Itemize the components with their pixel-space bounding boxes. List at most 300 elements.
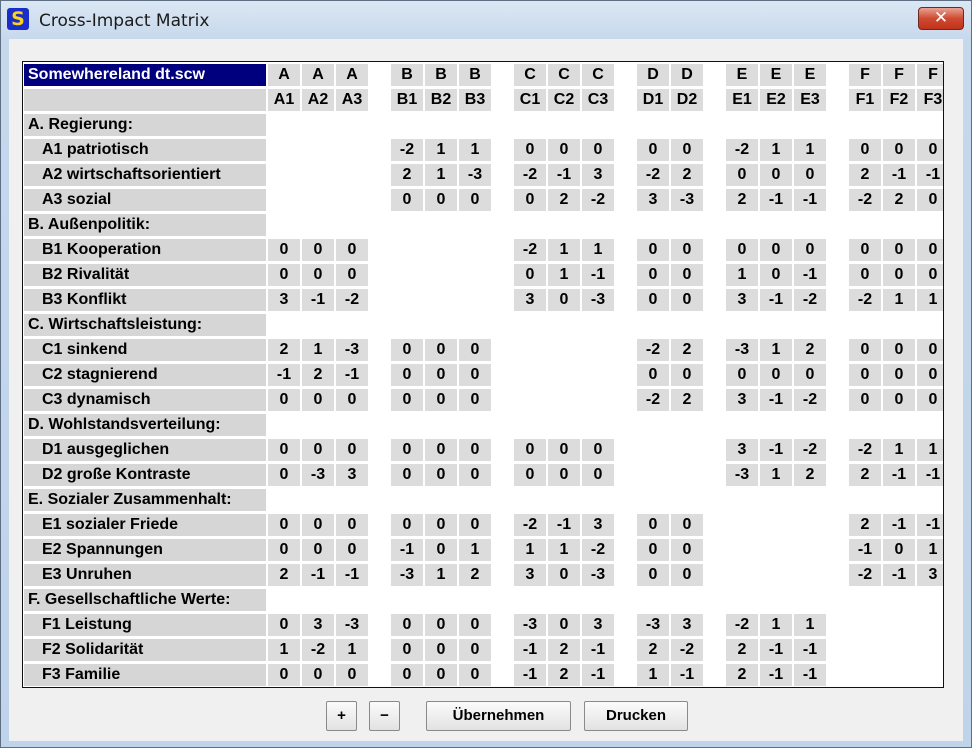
impact-cell[interactable]: 1: [582, 239, 614, 261]
impact-cell[interactable]: 0: [391, 514, 423, 536]
impact-cell[interactable]: 0: [794, 164, 826, 186]
impact-cell[interactable]: -2: [336, 289, 368, 311]
impact-cell[interactable]: 0: [268, 239, 300, 261]
impact-cell[interactable]: 3: [671, 614, 703, 636]
impact-cell[interactable]: -2: [637, 339, 669, 361]
impact-cell[interactable]: -1: [302, 289, 334, 311]
impact-cell[interactable]: 0: [637, 264, 669, 286]
impact-cell[interactable]: 3: [582, 514, 614, 536]
impact-cell[interactable]: -3: [391, 564, 423, 586]
impact-cell[interactable]: -1: [760, 189, 792, 211]
column-group-header: E: [726, 64, 758, 86]
impact-cell[interactable]: 0: [883, 339, 915, 361]
header-label-strip: [24, 89, 266, 111]
impact-cell[interactable]: 0: [268, 439, 300, 461]
impact-cell[interactable]: 2: [671, 339, 703, 361]
impact-cell[interactable]: 0: [883, 239, 915, 261]
impact-cell[interactable]: 0: [849, 339, 881, 361]
impact-cell[interactable]: 0: [917, 339, 944, 361]
column-header: E3: [794, 89, 826, 111]
impact-cell[interactable]: 3: [726, 439, 758, 461]
impact-cell[interactable]: 1: [336, 639, 368, 661]
impact-cell[interactable]: 0: [459, 464, 491, 486]
client-area: [9, 39, 963, 741]
impact-cell[interactable]: -2: [637, 389, 669, 411]
impact-cell[interactable]: 1: [917, 539, 944, 561]
impact-cell[interactable]: 2: [302, 364, 334, 386]
impact-cell[interactable]: 2: [726, 664, 758, 686]
impact-cell[interactable]: -3: [726, 464, 758, 486]
row-label: C2 stagnierend: [24, 364, 266, 386]
impact-cell[interactable]: -1: [794, 664, 826, 686]
group-label: C. Wirtschaftsleistung:: [24, 314, 266, 336]
column-group-header: C: [582, 64, 614, 86]
impact-cell[interactable]: 3: [582, 164, 614, 186]
impact-cell[interactable]: -2: [849, 189, 881, 211]
impact-cell[interactable]: -1: [760, 439, 792, 461]
impact-cell[interactable]: 0: [391, 464, 423, 486]
title-bar[interactable]: [1, 1, 971, 39]
impact-cell[interactable]: -2: [514, 164, 546, 186]
impact-cell[interactable]: 2: [726, 639, 758, 661]
impact-cell[interactable]: 0: [302, 239, 334, 261]
impact-cell[interactable]: 0: [268, 389, 300, 411]
impact-cell[interactable]: -2: [514, 514, 546, 536]
impact-cell[interactable]: 0: [917, 139, 944, 161]
impact-cell[interactable]: -1: [760, 664, 792, 686]
impact-cell[interactable]: 0: [917, 239, 944, 261]
impact-cell[interactable]: 1: [760, 614, 792, 636]
row-label: F2 Solidarität: [24, 639, 266, 661]
impact-cell[interactable]: 0: [425, 514, 457, 536]
impact-cell[interactable]: 0: [548, 464, 580, 486]
impact-cell[interactable]: -1: [514, 639, 546, 661]
impact-cell[interactable]: 2: [391, 164, 423, 186]
impact-cell[interactable]: 0: [459, 364, 491, 386]
impact-cell[interactable]: 3: [268, 289, 300, 311]
impact-cell[interactable]: -1: [849, 539, 881, 561]
row-label: C3 dynamisch: [24, 389, 266, 411]
impact-cell[interactable]: -1: [548, 164, 580, 186]
impact-cell[interactable]: 0: [548, 564, 580, 586]
impact-cell[interactable]: 0: [637, 139, 669, 161]
row-label: E1 sozialer Friede: [24, 514, 266, 536]
impact-cell[interactable]: 0: [760, 264, 792, 286]
impact-cell[interactable]: -1: [336, 564, 368, 586]
app-icon: S: [7, 8, 29, 30]
impact-cell[interactable]: -3: [582, 289, 614, 311]
impact-cell[interactable]: 0: [459, 639, 491, 661]
column-header: B1: [391, 89, 423, 111]
impact-cell[interactable]: 0: [302, 664, 334, 686]
impact-cell[interactable]: 3: [726, 289, 758, 311]
impact-cell[interactable]: 1: [794, 614, 826, 636]
column-group-header: B: [459, 64, 491, 86]
column-header: A1: [268, 89, 300, 111]
impact-cell[interactable]: 0: [726, 164, 758, 186]
impact-cell[interactable]: 2: [548, 639, 580, 661]
impact-cell[interactable]: 0: [336, 239, 368, 261]
impact-cell[interactable]: 0: [794, 364, 826, 386]
impact-cell[interactable]: 2: [849, 514, 881, 536]
impact-cell[interactable]: 0: [391, 664, 423, 686]
impact-cell[interactable]: 0: [425, 364, 457, 386]
column-header: C3: [582, 89, 614, 111]
impact-cell[interactable]: -2: [794, 439, 826, 461]
impact-cell[interactable]: 0: [391, 364, 423, 386]
impact-cell[interactable]: 0: [302, 539, 334, 561]
row-label: D1 ausgeglichen: [24, 439, 266, 461]
row-label: B1 Kooperation: [24, 239, 266, 261]
impact-cell[interactable]: 0: [883, 539, 915, 561]
impact-cell[interactable]: 0: [425, 339, 457, 361]
impact-cell[interactable]: 1: [917, 439, 944, 461]
impact-cell[interactable]: 2: [794, 339, 826, 361]
column-header: F2: [883, 89, 915, 111]
impact-cell[interactable]: 0: [671, 289, 703, 311]
impact-cell[interactable]: -2: [637, 164, 669, 186]
impact-cell[interactable]: 0: [671, 564, 703, 586]
impact-cell[interactable]: -2: [302, 639, 334, 661]
impact-cell[interactable]: 0: [760, 364, 792, 386]
impact-cell[interactable]: -3: [671, 189, 703, 211]
impact-cell[interactable]: 0: [268, 539, 300, 561]
impact-cell[interactable]: 1: [883, 439, 915, 461]
impact-cell[interactable]: 0: [391, 189, 423, 211]
impact-cell[interactable]: -2: [514, 239, 546, 261]
apply-button[interactable]: Übernehmen: [426, 701, 571, 731]
impact-cell[interactable]: 0: [671, 139, 703, 161]
window-title: Cross-Impact Matrix: [39, 11, 210, 31]
column-header: E1: [726, 89, 758, 111]
impact-cell[interactable]: 0: [917, 189, 944, 211]
impact-cell[interactable]: 0: [548, 139, 580, 161]
impact-cell[interactable]: 0: [548, 289, 580, 311]
impact-cell[interactable]: -1: [302, 564, 334, 586]
impact-cell[interactable]: 1: [548, 539, 580, 561]
impact-cell[interactable]: -3: [726, 339, 758, 361]
impact-cell[interactable]: 0: [514, 464, 546, 486]
column-header: F3: [917, 89, 944, 111]
impact-cell[interactable]: 1: [425, 164, 457, 186]
impact-cell[interactable]: 0: [459, 339, 491, 361]
impact-cell[interactable]: 0: [671, 264, 703, 286]
impact-cell[interactable]: -3: [637, 614, 669, 636]
impact-cell[interactable]: 2: [883, 189, 915, 211]
impact-cell[interactable]: -2: [582, 539, 614, 561]
impact-cell[interactable]: 0: [883, 389, 915, 411]
column-header: B2: [425, 89, 457, 111]
impact-cell[interactable]: 0: [425, 389, 457, 411]
impact-cell[interactable]: 0: [459, 664, 491, 686]
impact-cell[interactable]: -1: [917, 164, 944, 186]
impact-cell[interactable]: -2: [849, 564, 881, 586]
impact-cell[interactable]: 0: [548, 614, 580, 636]
impact-cell[interactable]: -2: [794, 389, 826, 411]
impact-cell[interactable]: -3: [336, 614, 368, 636]
row-label: C1 sinkend: [24, 339, 266, 361]
impact-cell[interactable]: -1: [548, 514, 580, 536]
impact-cell[interactable]: 0: [917, 389, 944, 411]
column-group-header: A: [336, 64, 368, 86]
impact-cell[interactable]: 0: [336, 514, 368, 536]
impact-cell[interactable]: -2: [671, 639, 703, 661]
minus-button[interactable]: −: [369, 701, 400, 731]
impact-cell[interactable]: -3: [582, 564, 614, 586]
impact-cell[interactable]: -1: [268, 364, 300, 386]
impact-cell[interactable]: 2: [794, 464, 826, 486]
impact-cell[interactable]: -2: [849, 289, 881, 311]
impact-cell[interactable]: 0: [637, 364, 669, 386]
impact-cell[interactable]: -1: [794, 189, 826, 211]
impact-cell[interactable]: 0: [671, 539, 703, 561]
impact-cell[interactable]: 1: [760, 139, 792, 161]
impact-cell[interactable]: 0: [637, 514, 669, 536]
impact-cell[interactable]: 0: [459, 614, 491, 636]
impact-cell[interactable]: 0: [849, 264, 881, 286]
impact-cell[interactable]: 0: [425, 639, 457, 661]
impact-cell[interactable]: 0: [302, 439, 334, 461]
group-label: F. Gesellschaftliche Werte:: [24, 589, 266, 611]
impact-cell[interactable]: 2: [548, 664, 580, 686]
impact-cell[interactable]: 0: [849, 239, 881, 261]
impact-cell[interactable]: -1: [582, 639, 614, 661]
impact-cell[interactable]: 0: [268, 664, 300, 686]
impact-cell[interactable]: 0: [391, 389, 423, 411]
impact-cell[interactable]: 0: [849, 139, 881, 161]
impact-cell[interactable]: -3: [459, 164, 491, 186]
impact-cell[interactable]: 0: [849, 389, 881, 411]
impact-cell[interactable]: 0: [268, 464, 300, 486]
column-group-header: D: [637, 64, 669, 86]
row-label: F1 Leistung: [24, 614, 266, 636]
impact-cell[interactable]: 2: [726, 189, 758, 211]
impact-cell[interactable]: 0: [582, 464, 614, 486]
impact-cell[interactable]: 0: [268, 514, 300, 536]
impact-cell[interactable]: 0: [883, 364, 915, 386]
impact-cell[interactable]: 0: [425, 189, 457, 211]
impact-cell[interactable]: 0: [459, 189, 491, 211]
row-label: A3 sozial: [24, 189, 266, 211]
impact-cell[interactable]: 0: [548, 439, 580, 461]
impact-cell[interactable]: -2: [582, 189, 614, 211]
impact-cell[interactable]: 0: [726, 239, 758, 261]
impact-cell[interactable]: 0: [849, 364, 881, 386]
group-label: A. Regierung:: [24, 114, 266, 136]
impact-cell[interactable]: 2: [548, 189, 580, 211]
impact-cell[interactable]: 1: [268, 639, 300, 661]
impact-cell[interactable]: 1: [302, 339, 334, 361]
impact-cell[interactable]: 0: [336, 664, 368, 686]
column-group-header: E: [760, 64, 792, 86]
impact-cell[interactable]: 1: [637, 664, 669, 686]
impact-cell[interactable]: 0: [268, 264, 300, 286]
row-label: B2 Rivalität: [24, 264, 266, 286]
impact-cell[interactable]: 0: [726, 364, 758, 386]
impact-cell[interactable]: 2: [671, 389, 703, 411]
impact-cell[interactable]: 0: [391, 339, 423, 361]
impact-cell[interactable]: 0: [582, 139, 614, 161]
impact-cell[interactable]: 0: [514, 139, 546, 161]
column-group-header: E: [794, 64, 826, 86]
print-button[interactable]: Drucken: [584, 701, 688, 731]
impact-cell[interactable]: 3: [582, 614, 614, 636]
column-group-header: F: [883, 64, 915, 86]
impact-cell[interactable]: -1: [883, 564, 915, 586]
impact-cell[interactable]: 3: [917, 564, 944, 586]
impact-cell[interactable]: 0: [514, 439, 546, 461]
impact-cell[interactable]: 1: [459, 139, 491, 161]
impact-cell[interactable]: -1: [883, 464, 915, 486]
impact-cell[interactable]: 0: [917, 264, 944, 286]
row-label: B3 Konflikt: [24, 289, 266, 311]
impact-cell[interactable]: 0: [582, 439, 614, 461]
impact-cell[interactable]: -2: [794, 289, 826, 311]
impact-cell[interactable]: 1: [514, 539, 546, 561]
group-label: E. Sozialer Zusammenhalt:: [24, 489, 266, 511]
impact-cell[interactable]: 0: [302, 264, 334, 286]
impact-cell[interactable]: 0: [637, 239, 669, 261]
impact-cell[interactable]: 0: [336, 389, 368, 411]
impact-cell[interactable]: 0: [637, 564, 669, 586]
impact-cell[interactable]: 0: [883, 139, 915, 161]
impact-cell[interactable]: -1: [794, 639, 826, 661]
impact-cell[interactable]: -2: [726, 614, 758, 636]
impact-cell[interactable]: -3: [302, 464, 334, 486]
column-header: C2: [548, 89, 580, 111]
impact-cell[interactable]: 0: [671, 239, 703, 261]
column-header: A3: [336, 89, 368, 111]
impact-cell[interactable]: -2: [726, 139, 758, 161]
impact-cell[interactable]: 0: [302, 514, 334, 536]
impact-cell[interactable]: 1: [917, 289, 944, 311]
impact-cell[interactable]: 0: [760, 164, 792, 186]
impact-cell[interactable]: 1: [883, 289, 915, 311]
impact-cell[interactable]: 3: [514, 289, 546, 311]
impact-cell[interactable]: 0: [760, 239, 792, 261]
impact-cell[interactable]: 0: [391, 439, 423, 461]
impact-cell[interactable]: 1: [425, 564, 457, 586]
row-label: A1 patriotisch: [24, 139, 266, 161]
impact-cell[interactable]: 0: [459, 514, 491, 536]
impact-cell[interactable]: -1: [917, 464, 944, 486]
impact-cell[interactable]: 1: [548, 239, 580, 261]
row-label: E3 Unruhen: [24, 564, 266, 586]
impact-cell[interactable]: 0: [794, 239, 826, 261]
impact-cell[interactable]: 1: [794, 139, 826, 161]
column-group-header: C: [514, 64, 546, 86]
impact-cell[interactable]: 3: [302, 614, 334, 636]
impact-cell[interactable]: 1: [548, 264, 580, 286]
impact-cell[interactable]: -1: [883, 514, 915, 536]
impact-cell[interactable]: -3: [336, 339, 368, 361]
impact-cell[interactable]: 0: [425, 614, 457, 636]
column-group-header: D: [671, 64, 703, 86]
impact-cell[interactable]: 0: [425, 664, 457, 686]
impact-cell[interactable]: 3: [637, 189, 669, 211]
impact-cell[interactable]: -2: [391, 139, 423, 161]
impact-cell[interactable]: 0: [671, 364, 703, 386]
impact-cell[interactable]: 0: [391, 639, 423, 661]
impact-cell[interactable]: 0: [459, 439, 491, 461]
impact-cell[interactable]: 0: [514, 189, 546, 211]
column-group-header: C: [548, 64, 580, 86]
close-button[interactable]: ✕: [918, 7, 964, 30]
impact-cell[interactable]: 0: [425, 439, 457, 461]
impact-cell[interactable]: 2: [849, 164, 881, 186]
impact-cell[interactable]: 0: [671, 514, 703, 536]
impact-cell[interactable]: 0: [336, 264, 368, 286]
column-group-header: A: [302, 64, 334, 86]
impact-cell[interactable]: 3: [726, 389, 758, 411]
impact-cell[interactable]: 2: [671, 164, 703, 186]
impact-cell[interactable]: 2: [459, 564, 491, 586]
impact-cell[interactable]: 0: [883, 264, 915, 286]
impact-cell[interactable]: 2: [637, 639, 669, 661]
impact-cell[interactable]: -1: [760, 389, 792, 411]
impact-cell[interactable]: -1: [760, 639, 792, 661]
impact-cell[interactable]: -2: [849, 439, 881, 461]
impact-cell[interactable]: -3: [514, 614, 546, 636]
impact-cell[interactable]: 0: [514, 264, 546, 286]
column-group-header: B: [391, 64, 423, 86]
impact-cell[interactable]: -1: [794, 264, 826, 286]
impact-cell[interactable]: 3: [514, 564, 546, 586]
impact-cell[interactable]: 0: [336, 539, 368, 561]
impact-cell[interactable]: 0: [917, 364, 944, 386]
impact-matrix: [22, 61, 944, 688]
impact-cell[interactable]: 2: [268, 339, 300, 361]
impact-cell[interactable]: -1: [760, 289, 792, 311]
group-label: D. Wohlstandsverteilung:: [24, 414, 266, 436]
impact-cell[interactable]: 2: [268, 564, 300, 586]
impact-cell[interactable]: -1: [391, 539, 423, 561]
column-header: D2: [671, 89, 703, 111]
column-header: B3: [459, 89, 491, 111]
impact-cell[interactable]: 1: [760, 464, 792, 486]
plus-button[interactable]: +: [326, 701, 357, 731]
impact-cell[interactable]: -1: [671, 664, 703, 686]
row-label: E2 Spannungen: [24, 539, 266, 561]
impact-cell[interactable]: 1: [760, 339, 792, 361]
impact-cell[interactable]: -1: [514, 664, 546, 686]
impact-cell[interactable]: 1: [726, 264, 758, 286]
impact-cell[interactable]: 2: [849, 464, 881, 486]
impact-cell[interactable]: -1: [582, 664, 614, 686]
column-group-header: B: [425, 64, 457, 86]
row-label: D2 große Kontraste: [24, 464, 266, 486]
impact-cell[interactable]: 0: [268, 614, 300, 636]
impact-cell[interactable]: -1: [883, 164, 915, 186]
impact-cell[interactable]: 0: [459, 389, 491, 411]
impact-cell[interactable]: 0: [391, 614, 423, 636]
impact-cell[interactable]: 0: [425, 539, 457, 561]
matrix-file-name: Somewhereland dt.scw: [24, 64, 266, 86]
impact-cell[interactable]: 0: [336, 439, 368, 461]
impact-cell[interactable]: -1: [336, 364, 368, 386]
impact-cell[interactable]: 0: [425, 464, 457, 486]
impact-cell[interactable]: 0: [637, 289, 669, 311]
group-label: B. Außenpolitik:: [24, 214, 266, 236]
impact-cell[interactable]: -1: [582, 264, 614, 286]
impact-cell[interactable]: 3: [336, 464, 368, 486]
impact-cell[interactable]: 0: [637, 539, 669, 561]
impact-cell[interactable]: 1: [459, 539, 491, 561]
impact-cell[interactable]: -1: [917, 514, 944, 536]
impact-cell[interactable]: 0: [302, 389, 334, 411]
column-header: C1: [514, 89, 546, 111]
impact-cell[interactable]: 1: [425, 139, 457, 161]
